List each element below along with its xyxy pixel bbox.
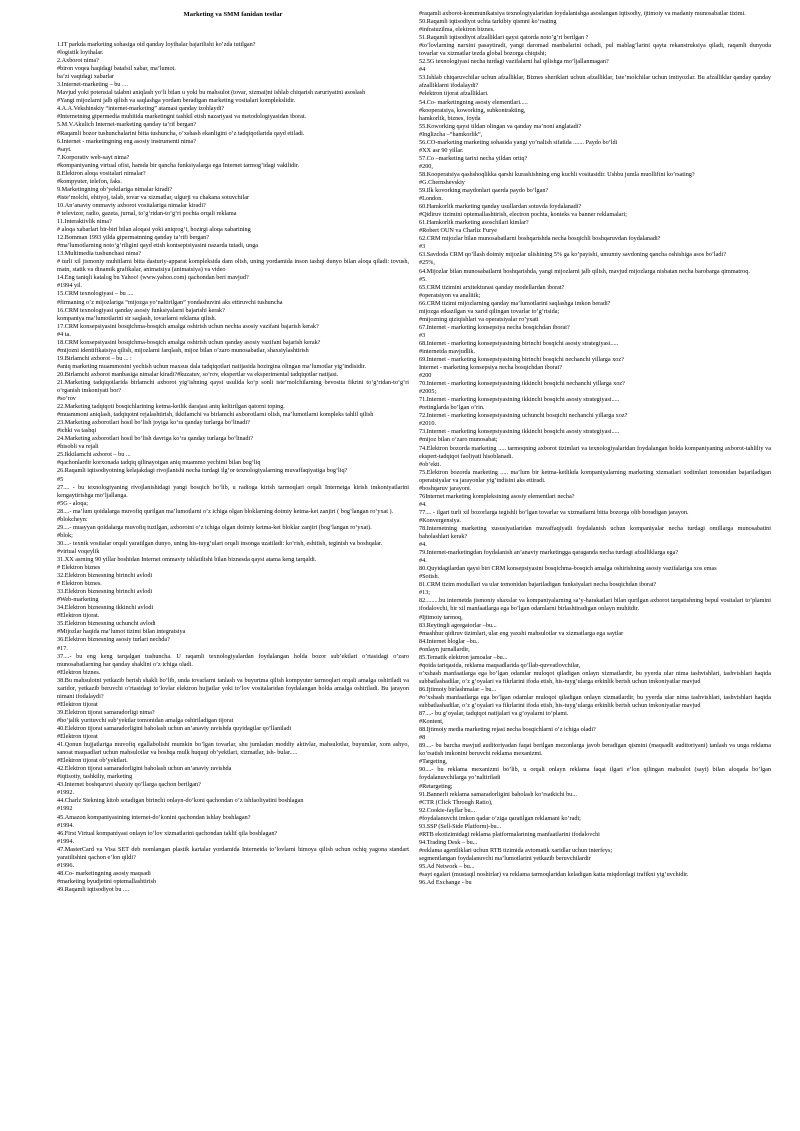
text-line: kompaniya ma’lumotlarini sir saqlash, tovarlarni reklama qilish. (57, 314, 217, 322)
text-line: 60.Hamkorlik marketing qanday usullardan sotuvda foydalanadi? (419, 203, 582, 211)
text-line: #Elektron tijorat (57, 733, 98, 741)
text-line: #RTB ekotizimidagi reklama platformalarining manfaatlarini ifodalovchi (419, 830, 600, 838)
text-line: #4. (419, 500, 427, 508)
text-line: 57.Co –marketing tarixi necha yildan ortiq? (419, 154, 528, 162)
text-line: # aloqa xabarlari bir-biri bilan aloqasi yoki aniqrog‘i, hozirgi aloqa xabarining (57, 226, 251, 234)
text-line: 15.CRM texnologiyasi – bu .... (57, 290, 134, 298)
text-line: #ho’jalik yurituvchi sub’yektlar tomonidan amalga oshiriladigan tijorat (57, 716, 234, 724)
text-line: 71.Internet - marketing konsepsiyasining ikkinchi bosqichi asosiy strategiyasi..... (419, 396, 620, 404)
text-line: #Targeting, (419, 758, 448, 766)
text-line: #2005; (419, 388, 437, 396)
text-line: # televizor, radio, gazeta, jurnal, to‘g‘ridan-to‘g‘ri pochta orqali reklama (57, 209, 237, 217)
text-line: 21.Marketing tadqiqotlarida birlamchi axborot yig‘ishning qaysi usulida ko‘p sonli iste’molchilarning bevosita fikrini to‘g‘ridan-to‘g‘ri o‘rganish imkoniyati bor? (57, 378, 409, 395)
text-line: #ma’lumotlarning noto‘g‘riligini qayd etish kontseptsiyasini nazarda tutadi, unga (57, 242, 259, 250)
text-line: #Elektron tijorat. (57, 612, 100, 620)
text-line: #aniq marketing muammosini yechish uchun maxsus dala tadqiqotlari natijasida hozirgina olingan ma’lumotlar yig’indisidir. (57, 362, 367, 370)
text-line: #mijoz bilan o’zaro munosabat; (419, 436, 498, 444)
text-line: #Raqamli bozor tushunchalarini bitta tushuncha, o’xshash ekanligini o’z tadqiqotlarida qayd etiladi. (57, 129, 305, 137)
text-line: 39.Elektron tijorat samaradorligi nima? (57, 708, 155, 716)
text-line: 62.CRM mijozlar bilan munosabatlarni boshqarishda necha bosqichli boshqaruvdan foydalanadi? (419, 235, 661, 243)
text-line: 30....- texnik vositalar orqali yaratilgan dunyo, uning his-tuyg‘ulari orqali insonga uzatiladi: ko‘rish, eshitish, teginish va boshqalar. (57, 539, 383, 547)
text-line: 9.Marketingning ob’yektlariga nimalar kiradi? (57, 185, 173, 193)
text-line: 56.CO-marketing marketing sohasida yangi yo’nalish sifatida ....... Paydo bo’ldi (419, 138, 618, 146)
text-line: #Retargeting; (419, 782, 453, 790)
text-line: 53.Ishlab chiqaruvchilar uchun afzalliklar, Biznes sheriklari uchun afzalliklar, Iste’molchilar uchun imtiyozlar. Bu afzalliklar qanday qanday afzalliklarni ifodalaydi? (419, 74, 771, 90)
text-line: #logistik loyihalar. (57, 49, 104, 57)
text-line: #4 (419, 66, 426, 74)
text-line: 77.... - ilgari turli xil bozorlarga tegishli bo’lgan tovarlar va xizmatlarni bitta bozorga olib boradigan jarayon. (419, 508, 689, 516)
text-line: 18.CRM konsepsiyasini bosqichma-bosqich amalga oshirish uchun qanday asosiy vazifani bajarish kerak? (57, 338, 321, 346)
text-line: 82.........bu internetda jismoniy shaxslar va kompaniyalarning sa’y-harakatlari bilan qurilgan axborot tarqatishning bepul vositalari to’plamini ifodalovchi, bir xil manfaatlarga ega bo’lgan odamlarni birlashtiradigan onlayn muhitdir. (419, 597, 771, 613)
text-line: #5G - aloqa; (57, 499, 88, 507)
text-line: #200, (419, 162, 433, 170)
text-line: 76Internet marketing kompleksining asosiy elementlari necha? (419, 492, 575, 500)
text-line: 70.Internet - marketing konsepsiyasining ikkinchi bosqichi nechanchi yillarga xoz? (419, 380, 625, 388)
text-line: 25.Ikkilamchi axborot – bu ... (57, 451, 131, 459)
text-line: 29....- muayyan qoidalarga muvofiq tuzilgan, axborotni o’z ichiga olgan doimiy ketma-ket bloklar zanjiri (bog‘langan ro‘yxat). (57, 523, 372, 531)
text-line: #Mijozlar haqida ma’lumot tizimi bilan integratsiya (57, 628, 186, 636)
text-line: 92.Cookie-fayllar bu... (419, 806, 476, 814)
text-line: #Elektron tijorat (57, 700, 98, 708)
text-line: 63.Savdoda CRM qo’llash doimiy mijozlar ulishining 5% ga ko’payishi, umumiy savdoning qancha oshishiga asos bo’ladi? (419, 251, 726, 259)
text-line: #sayt egalari (mustaqil noshirlar) va reklama tarmoqlaridan keladigan katta miqdordagi trafikni yig’uvchidir. (419, 871, 689, 879)
left-column (57, 10, 409, 894)
text-line: 5.M.V.Akulich Internet-marketing qanday ta’rif bergan? (57, 121, 197, 129)
text-line: #Robert OUN va Charliz Furye (419, 227, 498, 235)
text-line: 66.CRM tizimi mijozlarning qanday ma’lumotlarini saqlashga imkon beradi? (419, 299, 611, 307)
text-line: #marketing byudjetini optemallashtirish (57, 877, 156, 885)
text-line: #Elektron biznes. (57, 668, 101, 676)
text-line: 20.Birlamchi axborot manbasiga nimalar kiradi?#kuzatuv, so‘rov, ekspertlar va eksperimental tadqiqotlar natijasi. (57, 370, 339, 378)
text-line: 36.Elektron biznesning asosiy turlari nechda? (57, 636, 170, 644)
text-line: #hisobli va rejali (57, 443, 99, 451)
text-line: #4. (419, 541, 427, 549)
text-line: 95.Ad Network – bu... (419, 862, 475, 870)
text-line: 32.Elektron biznesning birinchi avlodi (57, 572, 153, 580)
text-line: 79.Internet-marketingdan foydalanish an’anaviy marketingga qaraganda necha turdagi afzalliklarga ega? (419, 549, 679, 557)
text-line: #Inglizcha –“hamkorlik”, (419, 130, 483, 138)
text-line: 48.Co- marketingning asosiy maqsadi (57, 869, 151, 877)
text-line: #ob’ekti. (419, 460, 442, 468)
text-line: #1994. (57, 837, 75, 845)
text-line: segmentlangan foydalanuvchi ma’lumotlarini yetkazib beruvchilardir (419, 854, 591, 862)
text-line: 31.XX asrning 90 yillar boshidan Internet ommaviy ishlatilishi bilan biznesda qaysi atama keng tarqaldi. (57, 556, 317, 563)
text-line: #iqtisotiy, tashkiliy, marketing (57, 773, 133, 781)
text-line: #kompaniyaning virtual ofisi, hamda bir qancha funksiyalarga ega Internet tarmog’idagi vakilidir. (57, 161, 300, 169)
text-line: #internetda mavjudlik. (419, 347, 476, 355)
text-line: 64.Mijozlar bilan munosabatlarni boshqarishda, yangi mijozlarni jalb qilish, mavjud mijozlarga nisbatan necha barobarga qimmatroq. (419, 267, 750, 275)
text-line: #Elektron tijorat ob’yektlari. (57, 757, 128, 765)
text-line: 51.Raqamli iqtisodiyot afzalliklari qaysi qatorda noto’g’ri berilgan ? (419, 34, 589, 42)
text-line: 16.CRM texnologiyasi qanday asosiy funksiyalarni bajarishi kerak? (57, 306, 225, 314)
text-line: 28....- ma’lum qoidalarga muvofiq qurilgan ma’lumotlarni o’z ichiga olgan bloklarning doimiy ketma-ket zanjiri ( bog‘langan ro‘yxat ). (57, 507, 394, 515)
text-line: mijozga etkazilgan va xarid qilingan tovarlar to’g’risida; (419, 307, 560, 315)
text-line: 89....- bu barcha mavjud auditoriyadan faqat berilgan mezonlarga javob beradigan qismini (maqsadli auditoriyani) tanlash va unga reklama ko’rsatish imkonini beruvchi reklama mexanizmi. (419, 742, 771, 758)
text-line: #4 ta. (57, 330, 71, 338)
text-line: 13.Multimedia tushunchasi nima? (57, 250, 142, 258)
text-line: #XX asr 90 yillar. (419, 146, 464, 154)
text-line: 78.Internetning marketing xususiyatlaridan muvaffaqiyatli foydalanish uchun kompaniyalar necha turdagi omillarga munosabatini baholashlari kerak? (419, 525, 771, 541)
text-line: 74.Elektron bozorda marketing ..... tarmoqning axborot tizimlari va texnologiyalaridan foydalangan holda kompaniyaning axborot-tahliliy va ekspert-tadqiqot faoliyati hisoblanadi. (419, 444, 771, 460)
text-line: 93.SSP (Sell-Side Platform)-bu... (419, 822, 502, 830)
text-line: hamkorlik, biznes, foyda (419, 114, 481, 122)
text-line: 24.Marketing axborotlari hosil bo‘lish davriga ko‘ra qanday turlarga bo‘linadi? (57, 435, 253, 443)
text-line: #iste’molchi, ehtiyoj, talab, tovar va xizmatlar, ulgurji va chakana sotuvchilar (57, 193, 250, 201)
text-line: 85.Tematik elektron jamoalar –bu... (419, 653, 508, 661)
text-line: 49.Raqamli iqtisodiyot bu .... (57, 885, 130, 893)
text-line: #3 (419, 243, 426, 251)
text-line: 40.Elektron tijorat samaradorligini baholash uchun an’anaviy ravishda quyidagilar qo’llaniladi (57, 724, 292, 732)
text-line: 69.Internet - marketing konsepsiyasining birinchi bosqichi nechanchi yillarga xoz? (419, 356, 624, 364)
text-line: 1.IT parkda marketing sohasiga oid qanday loyihalar bajarilishi ko’zda tutilgan? (57, 41, 256, 48)
text-line: #reklama agentliklari uchun RTB tizimida avtomatik xaridlar uchun interfeys; (419, 846, 613, 854)
text-line: #raqamli axborot-kommunikatsiya texnologiyalaridan foydalanishga asoslangan iqtisodiy, ijtimoiy va madaniy munosabatlar tizimi. (419, 10, 746, 17)
text-line: #Ijtimoiy tarmoq, (419, 613, 463, 621)
text-line: 75.Elektron bozorda marketing ..... ma’lum bir ketma-ketlikda kompaniyalarning marketing xizmatlari xodimlari tomonidan bajariladigan operatsiyalar va jarayonlar yig’indisini aks ettiradi. (419, 468, 771, 484)
text-line: # Elektron biznes. (57, 580, 102, 588)
text-line: #kooperatsiya, koworking, subkontrakting, (419, 106, 526, 114)
right-column (419, 10, 771, 887)
text-line: 67.Internet - marketing konsepsiya necha bosqichdan iborat? (419, 323, 570, 331)
text-line: #2010. (419, 420, 437, 428)
text-line: 6.Internet - marketingning eng asosiy instrumenti nima? (57, 137, 197, 145)
text-line: #1992 (57, 805, 73, 813)
text-line: #8 (419, 734, 426, 742)
text-line: 59.Ilk kovorking maydonlari qaerda paydo bo’lgan? (419, 187, 549, 195)
text-line: 84.Internet bloglar –bu.. (419, 637, 479, 645)
document-title: Marketing va SMM fanidan testlar (183, 11, 283, 18)
text-line: #1994. (57, 821, 75, 829)
text-line: 94.Trading Desk – bu... (419, 838, 478, 846)
text-line: Internet - marketing konsepsiya necha bosqichdan iborat? (419, 364, 562, 372)
text-line: 35.Elektron biznesning uchunchi avlodi (57, 620, 156, 628)
text-line: #G.Chernshevskiy (419, 178, 465, 186)
text-line: #Sotish. (419, 573, 440, 581)
text-line: 96.Ad Exchange - bu (419, 879, 472, 887)
text-line: #retinglarda bo’lgan o’rin. (419, 404, 485, 412)
text-line: 58.Kooperatsiya qashshoqlikka qarshi kurashishning eng kuchli vositasidir. Ushbu jumla muollifini ko’rsating? (419, 170, 695, 178)
text-line: #5 (57, 475, 64, 483)
text-line: #muammoni aniqlash, tadqiqotni rejalashtirish, ikkilamchi va birlamchi axborotlarni olish, ma’lumotlarni kompleks tahlil qilish (57, 411, 374, 419)
text-line: 88.Ijtimoiy media marketing rejasi necha bosqichlarni o’z ichiga oladi? (419, 726, 596, 734)
text-line: 72.Internet - marketing konsepsiyasining uchunchi bosqichi nechanchi yillarga xoz? (419, 412, 628, 420)
text-line: #foydalanuvchi imkon qadar o’ziga qaratilgan reklamani ko’radi; (419, 814, 581, 822)
text-line: #qoida tariqasida, reklama maqsadlarida qo’llab-quvvatlovchilar, (419, 661, 581, 669)
text-line: #13; (419, 589, 431, 597)
text-line: #elektron tijorat afzalliklari. (419, 90, 489, 98)
text-line: #infratuzilma, elektron biznes. (419, 26, 495, 34)
text-line: #3 (419, 331, 426, 339)
text-line: #4. (419, 557, 427, 565)
text-line: Mavjud yoki potensial talabni aniqlash yo‘li bilan u yoki bu mahsulot (tovar, xizmat)ni ishlab chiqarish zaruriyatini asoslash (57, 89, 366, 97)
text-line: 52.5G texnologiyasi necha turdagi vazifalarni hal qilishga mo’ljallanmagan? (419, 58, 609, 66)
text-line: 41.Qonun hujjatlariga muvofiq egallabolishi mumkin bo’lgan tovarlar, shu jumladan moddiy aktivlar, mahsulotlar, buyumlar, xom ashyo, sanoat maqsadlari uchun mahsulotlar va boshqa mulk huquqi ob’yektlari, xizmatlar, ish- bular..... (57, 741, 409, 757)
text-line: #blokchеyn: (57, 515, 88, 523)
text-line: #to’lovlarning narxini pasaytiradi, yangi daromad manbalarini ochadi, pul mablag’larini qayta rekanstruksiya qiladi, raqamli dunyoda tovarlar va xizmatlar tezda global bozorga chiqishi; (419, 42, 771, 58)
text-line: #1996. (57, 861, 75, 869)
text-line: #5. (419, 275, 427, 283)
text-line: 14.Eng taniqli katalog bu Yahoo! (www.yahoo.com) qachondan beri mavjud? (57, 274, 249, 282)
text-line: # Elektron biznes (57, 564, 101, 572)
text-line: 12.Bomman 1993 yilda gipermatnning qanday ta’rifi bergan? (57, 234, 209, 242)
text-line: #so‘rov (57, 395, 76, 403)
text-line: 8.Elektron aloqa vositalari nimalar? (57, 169, 146, 177)
text-line: 2.Axborot nima? (57, 57, 99, 65)
text-line: #qachonlardir korxonada tadqiq qilinayotgan aniq muammo yechimi bilan bog‘liq (57, 459, 261, 467)
text-line: 42.Elektron tijorat samaradorligini baholash uchun an’anaviy ravishda (57, 765, 232, 773)
text-line: #ichki va tashqi (57, 427, 97, 435)
text-line: 86.Ijtimoiy birlashmalar – bu... (419, 685, 497, 693)
text-line: 37....- bu eng keng tarqalgan tushuncha. U raqamli texnologiyalardan foydalangan holda bozor sub’ektlari o’rtasidagi o’zaro munosabatlarning har qanday shaklini o’z ichiga oladi. (57, 652, 409, 668)
text-line: 19.Birlamchi axborot – bu ... : (57, 354, 132, 362)
text-line: #mijozning qiziqishlari va operatsiyalar ro’yxati (419, 315, 539, 323)
text-line: 61.Hamkorlik marketing asoschilari kimlar? (419, 219, 529, 227)
text-line: 33.Elektron biznesning birinchi avlodi (57, 588, 153, 596)
text-line: #onlayn jurnallardir, (419, 645, 470, 653)
text-line: #Konvergensiya. (419, 516, 461, 524)
text-line: #sayt. (57, 145, 72, 153)
text-line: 81.CRM tizim modullari va ular tomonidan bajariladigan funksiyalari necha bosqichdan iborat? (419, 581, 657, 589)
text-line: ba’zi vaqtdagi xabarlar (57, 73, 115, 81)
text-line: #virtual voqeylik (57, 547, 100, 555)
text-line: #London. (419, 195, 443, 203)
text-line: #Qidiruv tizimini optemallashtirish, electron pochta, konteks va banner reklamalari; (419, 211, 627, 219)
text-line: #Yangi mijozlarni jalb qilish va saqlashga yordam beradigan marketing vositalari komplekslidir. (57, 97, 296, 105)
text-line: 38.Bu mahsulotni yetkazib berish shakli bo‘lib, unda tovarlarni tanlash va buyurtma qilish kompyuter tarmoqlari orqali amalga oshiriladi va xaridor, yetkazib beruvchi o’rtasidagi to’lovlar elektron hujjatlar yoki to’lov vositalaridan foydalangan holda amalga oshiriladi. Bu jarayon nimani ifodalaydi? (57, 676, 409, 700)
text-line: #kompyuter, telefon, faks. (57, 177, 122, 185)
text-line: 27.... - bu texnologiyaning rivojlanishidagi yangi bosqich bo‘lib, u radioga kirish tarmoqlari orqali Internetga kirish imkoniyatlarini kengaytirishga mo‘ljallanga. (57, 483, 409, 499)
text-line: #Internetning gipermedia muhitida marketingni tashkil etish nazariyasi va metodologiyasidan iborat. (57, 113, 307, 121)
text-line: 68.Internet - marketing konsepsiyasining birinchi bosqichi asosiy strategiyasi..... (419, 339, 619, 347)
text-line: 22.Marketing tadqiqoti bosqichlarining ketma-ketlik darajasi aniq keltirilgan qatorni toping. (57, 403, 285, 411)
text-line: #17. (57, 644, 68, 652)
text-line: 90....- bu reklama mexanizmi bo’lib, u orqali onlayn reklama faqat ilgari e’lon qilingan mahsulot (sayt) bilan aloqada bo’lgan foydalanuvchilarga yo’naltiriladi (419, 766, 771, 782)
text-line: #firmaning o’z mijozlariga “mijozga yo’naltirilgan” yondashuvini aks ettiruvchi tushuncha (57, 298, 283, 306)
text-line: 10.An’anaviy ommaviy axborot vositalariga nimalar kiradi? (57, 201, 206, 209)
text-line: 46.First Virtual kompaniyasi onlayn to’lov xizmatlarini qachondan taklif qila boshlagan? (57, 829, 278, 837)
text-line: 3.Internet-marketing – bu … (57, 81, 129, 89)
text-line: #1994 yil. (57, 282, 83, 290)
text-line: 80.Quyidagilardan qaysi biri CRM konsepsiyasini bosqichma-bosqich amalga oshirishning asosiy vazifalariga xos emas (419, 565, 717, 573)
text-line: #mashhur qidiruv tizimlari, ular eng yaxshi mahsulotlar va xizmatlarga ega saytlar (419, 629, 624, 637)
text-line: #200 (419, 372, 432, 380)
text-line: o’xshash manfaatlarga ega bo’lgan odamlar muloqot qiladigan onlayn xizmatlardir, bu yyerda ular nima tashvishlari, tashvishlari haqida subbatlashadilar, o’z g’oyalari va fikrlarini ifoda etish, his-tuyg’ularga erkinlik berish uchun imkoniyatlar mavjud (419, 669, 771, 685)
text-line: 65.CRM tizimini arxitekturasi qanday modellardan iborat? (419, 283, 565, 291)
text-line: #blok; (57, 531, 73, 539)
text-line: #mijozni identifikatsiya qilish, mijozlarni farqlash, mijoz bilan o’zaro munosabatlar, shaxsiylashtirish (57, 346, 309, 354)
text-line: 91.Bannerli reklama samaradorligini baholash ko’rsatkichi bu... (419, 790, 577, 798)
text-line: 4.A.A.Vekshinskiy “internet-marketing” atamasi qanday izohlaydi? (57, 105, 225, 113)
text-line: #boshqaruv jarayoni. (419, 484, 472, 492)
text-line: 55.Koworking qaysi tildan olingan va qanday ma’noni anglatadi? (419, 122, 582, 130)
text-line: #o’xshash manfaatlarga ega bo’lgan odamlar muloqot qiladigan onlayn xizmatlardir, bu yyerda ular nima tashvishlari, tashvishlari haqida subbatlashadilar, o’z g’oyalari va fikrlarini ifoda etish, his-tuyg’ularga erkinlik berish uchun imkoniyatlar mavjud (419, 693, 771, 710)
text-line: 45.Amazon kompaniyasining internet-do’konini qachondan ishlay boshlagan? (57, 813, 251, 821)
text-line: 50.Raqamli iqtisodiyot uchta tarkibiy qismni ko’rsating (419, 18, 557, 26)
text-line: #1992. (57, 789, 75, 797)
text-line: 34.Elektron biznesning ikkinchi avlodi (57, 604, 154, 612)
text-line: 11.Interaktivlik nima? (57, 218, 112, 226)
text-line: 43.Internet boshqaruvi shaxsiy qo’llarga qachon berilgan? (57, 781, 201, 789)
text-line: 26.Raqamli iqtisodiyotning kelajakdagi rivojlanishi necha turdagi ilg‘or texnologiyalarning muvaffaqiyatiga bog‘liq? (57, 467, 348, 475)
text-line: #CTR (Click Through Ratio), (419, 798, 493, 806)
text-line: 83.Reytingli agregatorlar –bu... (419, 621, 497, 629)
text-line: 17.CRM konsepsiyasini bosqichma-bosqich amalga oshirish uchun nechta asosiy vazifani bajarish kerak? (57, 322, 319, 330)
text-line: 54.Co- marketingning asosiy elementlari..... (419, 98, 528, 106)
text-line: 87....- bu g’oyalar, tadqiqot natijalari va g’oyalarni to’plami. (419, 710, 569, 718)
text-line: 44.Charlz Stekning kitob sotadigan birinchi onlayn-do’koni qachondan o’z ishfaoliyatini boshlagan (57, 797, 304, 805)
text-line: #Kontent, (419, 718, 444, 726)
text-line: # turli xil jismoniy muhitlarni bitta dasturiy-apparat kompleksida dam olish, uning yordamida inson tashqi dunyo bilan aloqa qiladi: tovush, matn, statik va dinamik grafikalar, animatsiya (animatsiya) va video (57, 258, 409, 274)
text-line: 7.Korporativ web-sayt nima? (57, 153, 130, 161)
text-line: #operatsiyon va analitik; (419, 291, 481, 299)
text-line: #Web-marketing (57, 596, 99, 604)
text-line: #biron voqea haqidagi batafsil xabar, ma’lumot. (57, 65, 176, 73)
text-line: 73.Internet - marketing konsepsiyasining ikkinchi bosqichi asosiy strategiyasi..... (419, 428, 620, 436)
text-line: 47.MasterCard va Visa SET deb nomlangan plastik kartalar yordamida Internetda to’lovlarni himoya qilish uchun ochiq yagona standart yaratilishini qachon e’lon qildi? (57, 845, 409, 861)
text-line: 23.Marketing axborotlari hosil bo‘lish joyiga ko‘ra qanday turlarga bo‘linadi? (57, 419, 250, 427)
text-line: #25%, (419, 259, 435, 267)
